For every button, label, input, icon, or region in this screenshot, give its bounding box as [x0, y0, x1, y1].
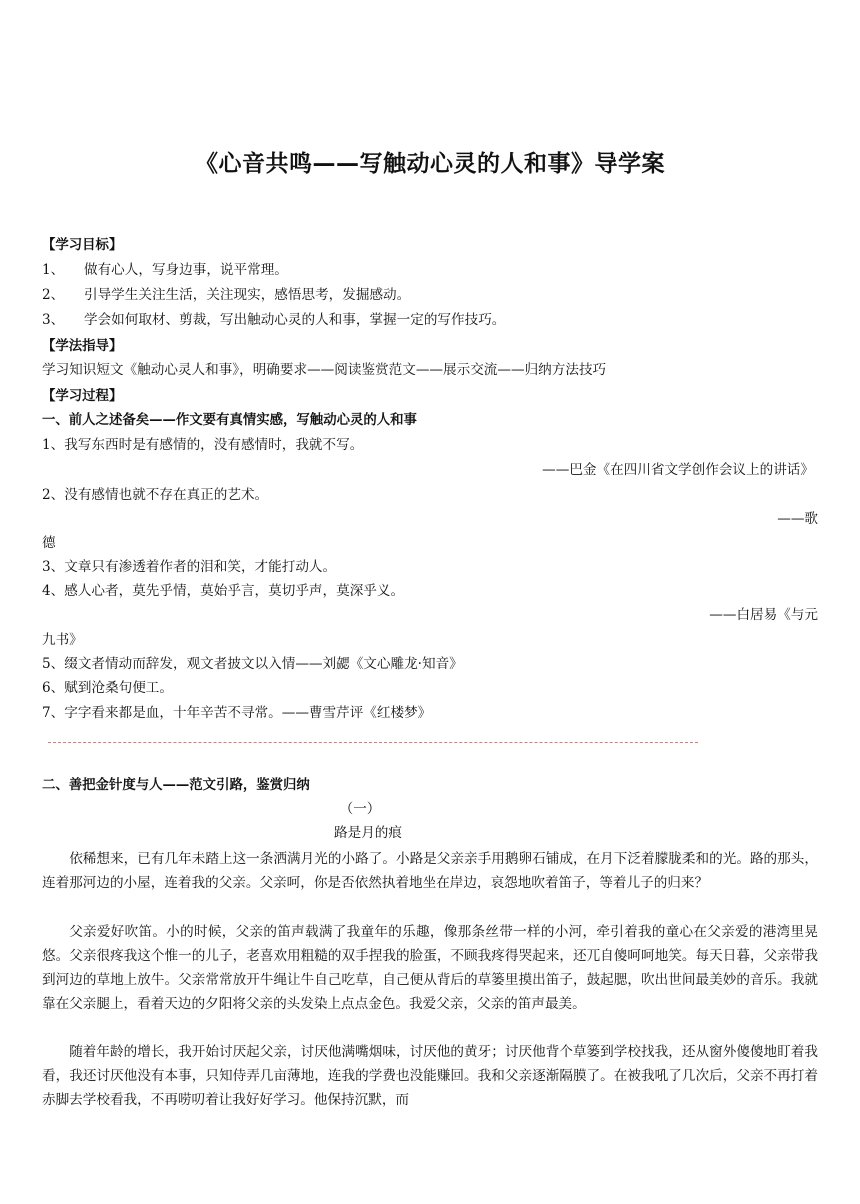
objective-num: 1、 [42, 262, 65, 278]
quote-5: 5、缀文者情动而辞发，观文者披文以入情——刘勰《文心雕龙·知音》 [42, 656, 463, 672]
objective-item-1 [42, 259, 818, 281]
quote-6: 6、赋到沧桑句便工。 [42, 680, 173, 696]
essay-paragraph: 随着年龄的增长，我开始讨厌起父亲，讨厌他满嘴烟味，讨厌他的黄牙；讨厌他背个草篓到学校找我，还从窗外傻傻地盯着我看，我还讨厌他没有本事，只知侍弄几亩薄地，连我的学费也没能赚回。我和父亲逐渐隔膜了。在被我吼了几次后，父亲不再打着赤脚去学校看我，不再唠叨着让我好好学习。他保持沉默，而 [42, 1044, 818, 1108]
quote-1-source: ——巴金《在四川省文学创作会议上的讲话》 [542, 462, 814, 478]
section1-heading: 一、前人之述备矣——作文要有真情实感，写触动心灵的人和事 [42, 413, 417, 428]
quote-2: 2、没有感情也就不存在真正的艺术。 [42, 487, 269, 503]
essay-index: （一） [339, 801, 381, 817]
essay-paragraph: 父亲爱好吹笛。小的时候，父亲的笛声载满了我童年的乐趣，像那条丝带一样的小河，牵引着我的童心在父亲爱的港湾里晃悠。父亲很疼我这个惟一的儿子，老喜欢用粗糙的双手捏我的脸蛋，不顾我疼得哭起来，还兀自傻呵呵地笑。每天日暮，父亲带我到河边的草地上放牛。父亲常常放开牛绳让牛自己吃草，自己便从背后的草篓里摸出笛子，鼓起腮，吹出世间最美妙的音乐。我就靠在父亲腿上，看着天边的夕阳将父亲的头发染上点点金色。我爱父亲，父亲的笛声最美。 [42, 924, 818, 1012]
quote-1: 1、我写东西时是有感情的，没有感情时，我就不写。 [42, 437, 364, 453]
method-heading: 【学法指导】 [42, 339, 123, 354]
quote-7: 7、字字看来都是血，十年辛苦不寻常。——曹雪芹评《红楼梦》 [42, 705, 432, 721]
essay-title: 路是月的痕 [334, 825, 402, 841]
method-text: 学习知识短文《触动心灵人和事》，明确要求——阅读鉴赏范文——展示交流——归纳方法技巧 [42, 362, 607, 378]
process-heading: 【学习过程】 [42, 389, 123, 404]
quote-3: 3、文章只有渗透着作者的泪和笑，才能打动人。 [42, 559, 337, 575]
quote-4: 4、感人心者，莫先乎情，莫始乎言，莫切乎声，莫深乎义。 [42, 583, 405, 599]
section2-heading: 二、善把金针度与人——范文引路，鉴赏归纳 [42, 778, 310, 793]
objective-text: 做有心人，写身边事，说平常理。 [84, 262, 288, 278]
objective-num: 2、 [42, 287, 65, 303]
objective-item-3 [42, 309, 818, 331]
objectives-heading: 【学习目标】 [42, 238, 123, 253]
quote-2-source-cont: 德 [42, 535, 56, 551]
objective-text: 引导学生关注生活，关注现实，感悟思考，发掘感动。 [84, 287, 411, 303]
objective-item-2 [42, 284, 818, 306]
objective-text: 学会如何取材、剪裁，写出触动心灵的人和事，掌握一定的写作技巧。 [84, 312, 506, 328]
objective-num: 3、 [42, 312, 65, 328]
page-title: 《心音共鸣——写触动心灵的人和事》导学案 [195, 151, 665, 177]
essay-paragraph: 依稀想来，已有几年未踏上这一条洒满月光的小路了。小路是父亲亲手用鹅卵石铺成，在月下泛着朦胧柔和的光。路的那头，连着那河边的小屋，连着我的父亲。父亲呵，你是否依然执着地坐在岸边，哀怨地吹着笛子，等着儿子的归来？ [42, 851, 818, 891]
section-divider [48, 742, 698, 743]
quote-4-source: ——白居易《与元 [709, 607, 818, 623]
quote-4-source-cont: 九书》 [42, 632, 83, 648]
quote-2-source: ——歌 [777, 511, 818, 527]
